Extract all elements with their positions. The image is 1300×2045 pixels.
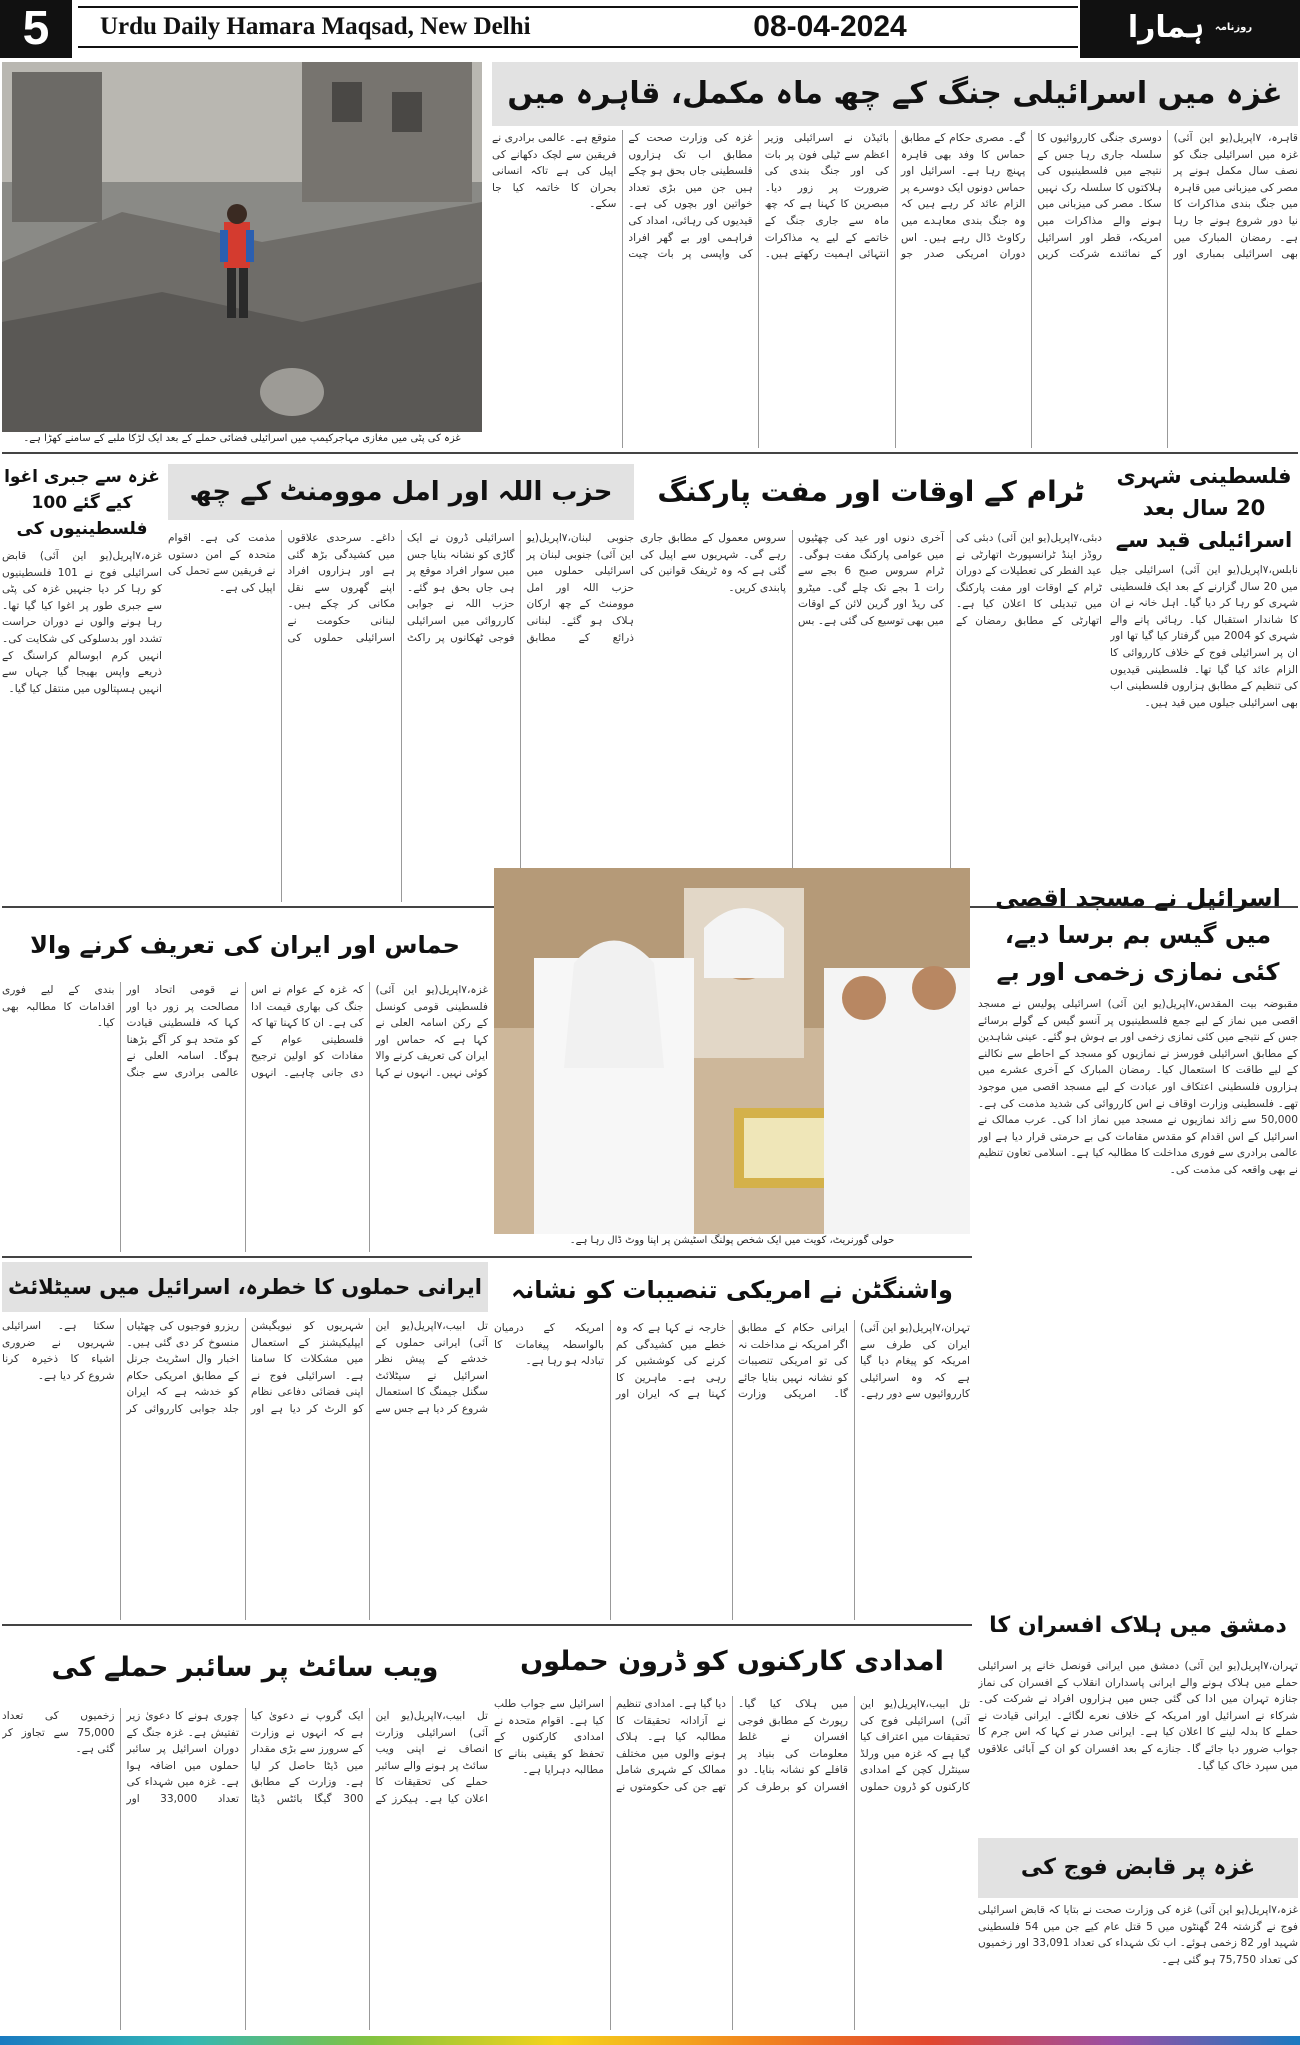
gaza-cairo-headline: غزہ میں اسرائیلی جنگ کے چھ ماہ مکمل، قاہرہ میں: [492, 62, 1298, 126]
paper-line: Urdu Daily Hamara Maqsad, New Delhi: [100, 13, 531, 40]
palestinian-20-headline: فلسطینی شہری 20 سال بعد اسرائیلی قید سے: [1115, 464, 1293, 552]
washington-headline: واشنگٹن نے امریکی تنصیبات کو نشانہ: [511, 1276, 953, 1304]
gaza-photo-caption: غزہ کی پٹی میں مغازی مہاجرکیمپ میں اسرائیلی فضائی حملے کے بعد ایک لڑکا ملبے کے سامنے کھڑا ہے۔: [23, 433, 461, 444]
logo-tag: روزنامہ: [1214, 22, 1253, 33]
cyber-attack-body: تل ابیب،۷اپریل(یو این آئی) اسرائیلی وزارت انصاف نے اپنی ویب سائٹ پر ہونے والے سائبر حملے کی تحقیقات کا اعلان کیا ہے۔ ہیکرز کے ایک گروپ نے دعویٰ کیا ہے کہ انہوں نے وزارت کے سرورز سے بڑی مقدار میں ڈیٹا حاصل کر لیا ہے۔ وزارت کے مطابق 300 گیگا بائٹس ڈیٹا چوری ہونے کا دعویٰ زیر تفتیش ہے۔ غزہ جنگ کے دوران اسرائیل پر سائبر حملوں میں اضافہ ہوا ہے۔ غزہ میں شہداء کی تعداد 33,000 اور زخمیوں کی تعداد 75,000 سے تجاوز کر گئی ہے۔: [2, 1710, 488, 1805]
divider: [2, 1624, 972, 1626]
satellite-jamming-body: تل ابیب،۷اپریل(یو این آئی) ایرانی حملوں کے خدشے کے پیش نظر اسرائیل نے سیٹلائٹ سگنل جیمنگ کا استعمال شروع کر دیا ہے جس سے شہریوں کو نیویگیشن ایپلیکیشنز کے استعمال میں مشکلات کا سامنا ہے۔ اسرائیلی فوج نے اپنی فضائی دفاعی نظام کو الرٹ کر دیا ہے اور ریزرو فوجیوں کی چھٹیاں منسوخ کر دی گئی ہیں۔ اخبار وال اسٹریٹ جرنل کے مطابق امریکی حکام کو خدشہ ہے کہ ایران جلد جوابی کارروائی کر سکتا ہے۔ اسرائیلی شہریوں نے ضروری اشیاء کا ذخیرہ کرنا شروع کر دیا ہے۔: [2, 1320, 488, 1415]
divider: [2, 1256, 972, 1258]
page-number: 5: [0, 0, 72, 58]
issue-date: 08-04-2024: [753, 10, 907, 43]
palestinian-20-body: نابلس،۷اپریل(یو این آئی) اسرائیلی جیل میں 20 سال گزارنے کے بعد ایک فلسطینی شہری کو رہا کر دیا گیا۔ اہل خانہ نے ان کا شاندار استقبال کیا۔ رہائی پانے والے شہری کو 2004 میں گرفتار کیا گیا تھا اور ان پر اسرائیلی فوج کے خلاف کارروائی کا الزام عائد کیا گیا تھا۔ فلسطینی قیدیوں کی تنظیم کے مطابق ہزاروں فلسطینی اب بھی اسرائیلی جیلوں میں قید ہیں۔: [1110, 564, 1298, 709]
hamas-iran-headline: حماس اور ایران کی تعریف کرنے والا: [30, 931, 460, 959]
abductions-body: غزہ،۷اپریل(یو این آئی) قابض اسرائیلی فوج نے 101 فلسطینیوں کو رہا کر دیا جنہیں غزہ کی پٹی سے جبری طور پر اغوا کیا گیا تھا۔ رہا ہونے والوں نے دوران حراست تشدد اور بدسلوکی کی شکایت کی۔ انہیں کرم ابوسالم کراسنگ کے ذریعے واپس بھیجا گیا جہاں سے انہیں ہسپتالوں میں منتقل کیا گیا۔: [2, 550, 162, 695]
gaza-cairo-body: قاہرہ، ۷اپریل(یو این آئی) غزہ میں اسرائیلی جنگ کو نصف سال مکمل ہونے پر مصر کی میزبانی میں قاہرہ میں جنگ بندی مذاکرات کا نیا دور شروع ہونے جا رہا ہے۔ رمضان المبارک میں بھی اسرائیلی بمباری اور دوسری جنگی کارروائیوں کا سلسلہ جاری رہا جس کے نتیجے میں فلسطینیوں کی ہلاکتوں کا سلسلہ رک نہیں سکا۔ مصر کی میزبانی میں ہونے والے مذاکرات میں امریکہ، قطر اور اسرائیل کے نمائندے شرکت کریں گے۔ مصری حکام کے مطابق حماس کا وفد بھی قاہرہ پہنچ رہا ہے۔ اسرائیل اور حماس دونوں ایک دوسرے پر الزام عائد کر رہے ہیں کہ وہ جنگ بندی معاہدے میں رکاوٹ ڈال رہے ہیں۔ اس دوران امریکی صدر جو بائیڈن نے اسرائیلی وزیر اعظم سے ٹیلی فون پر بات کی اور جنگ بندی کی ضرورت پر زور دیا۔ مبصرین کا کہنا ہے کہ چھ ماہ سے جاری جنگ کے خاتمے کے لیے یہ مذاکرات انتہائی اہمیت رکھتے ہیں۔ غزہ کی وزارت صحت کے مطابق اب تک ہزاروں فلسطینی جاں بحق ہو چکے ہیں جن میں بڑی تعداد خواتین اور بچوں کی ہے۔ قیدیوں کی رہائی، امداد کی فراہمی اور بے گھر افراد کی واپسی پر بات چیت متوقع ہے۔ عالمی برادری نے فریقین سے لچک دکھانے کی اپیل کی ہے تاکہ انسانی بحران کا خاتمہ کیا جا سکے۔: [492, 132, 1298, 261]
tram-body: دبئی،۷اپریل(یو این آئی) دبئی کی روڈز اینڈ ٹرانسپورٹ اتھارٹی نے عید الفطر کی تعطیلات کے دوران ٹرام کے اوقات اور مفت پارکنگ میں تبدیلی کا اعلان کیا ہے۔ اتھارٹی کے مطابق رمضان کے آخری دنوں اور عید کی چھٹیوں میں عوامی پارکنگ مفت ہوگی۔ ٹرام سروس صبح 6 بجے سے رات 1 بجے تک چلے گی۔ میٹرو کی ریڈ اور گرین لائن کے اوقات میں بھی توسیع کی گئی ہے۔ بس سروس معمول کے مطابق جاری رہے گی۔ شہریوں سے اپیل کی گئی ہے کہ وہ ٹریفک قوانین کی پابندی کریں۔: [640, 532, 1102, 627]
satellite-jamming-headline: ایرانی حملوں کا خطرہ، اسرائیل میں سیٹلائٹ: [2, 1262, 488, 1312]
hezbollah-headline: حزب اللہ اور امل موومنٹ کے چھ: [168, 464, 634, 520]
gaza-rubble-photo: [2, 62, 482, 432]
hezbollah-body: جنوبی لبنان،۷اپریل(یو این آئی) جنوبی لبنان پر اسرائیلی حملوں میں حزب اللہ اور امل موومنٹ کے چھ ارکان ہلاک ہو گئے۔ لبنانی ذرائع کے مطابق اسرائیلی ڈرون نے ایک گاڑی کو نشانہ بنایا جس میں سوار افراد موقع پر ہی جاں بحق ہو گئے۔ حزب اللہ نے جوابی کارروائی میں اسرائیلی فوجی ٹھکانوں پر راکٹ داغے۔ سرحدی علاقوں میں کشیدگی بڑھ گئی ہے اور ہزاروں افراد اپنے گھروں سے نقل مکانی کر چکے ہیں۔ لبنانی حکومت نے اسرائیلی حملوں کی مذمت کی ہے۔ اقوام متحدہ کے امن دستوں نے فریقین سے تحمل کی اپیل کی ہے۔: [168, 532, 634, 644]
kuwait-voting-photo: [494, 868, 970, 1234]
damascus-funeral-headline: دمشق میں ہلاک افسران کا: [989, 1613, 1287, 1638]
gaza-5-killed-body: غزہ،۷اپریل(یو این آئی) غزہ کی وزارت صحت نے بتایا کہ قابض اسرائیلی فوج نے گزشتہ 24 گھنٹوں میں 5 قتل عام کیے جن میں 54 فلسطینی شہید اور 82 زخمی ہوئے۔ اب تک شہداء کی تعداد 33,091 اور زخمیوں کی تعداد 75,750 ہو گئی ہے۔: [978, 1904, 1298, 1966]
gaza-5-killed-headline: غزہ پر قابض فوج کی: [978, 1838, 1298, 1898]
logo-text: ہمارا: [1127, 10, 1205, 45]
hamas-iran-body: غزہ،۷اپریل(یو این آئی) فلسطینی قومی کونسل کے رکن اسامہ العلی نے کہا ہے کہ حماس اور ایران کی تعریف کرنے والا کوئی نہیں۔ انہوں نے کہا کہ غزہ کے عوام نے اس جنگ کی بھاری قیمت ادا کی ہے۔ ان کا کہنا تھا کہ فلسطینی عوام کے مفادات کو اولین ترجیح دی جانی چاہیے۔ انہوں نے قومی اتحاد اور مصالحت پر زور دیا اور کہا کہ فلسطینی قیادت کو متحد ہو کر آگے بڑھنا ہوگا۔ اسامہ العلی نے عالمی برادری سے جنگ بندی کے لیے فوری اقدامات کا مطالبہ بھی کیا۔: [2, 984, 488, 1079]
aqsa-gas-headline: اسرائیل نے مسجد اقصی میں گیس بم برسا دیے، کئی نمازی زخمی اور بے: [995, 884, 1281, 986]
divider: [2, 452, 1298, 454]
aid-workers-headline: امدادی کارکنوں کو ڈرون حملوں: [520, 1646, 944, 1677]
aid-workers-body: تل ابیب،۷اپریل(یو این آئی) اسرائیلی فوج کی تحقیقات میں اعتراف کیا گیا ہے کہ غزہ میں ورلڈ سینٹرل کچن کے امدادی کارکنوں کو ڈرون حملوں میں ہلاک کیا گیا۔ رپورٹ کے مطابق فوجی افسران نے غلط معلومات کی بنیاد پر قافلے کو نشانہ بنایا۔ دو افسران کو برطرف کر دیا گیا ہے۔ امدادی تنظیم نے آزادانہ تحقیقات کا مطالبہ کیا ہے۔ ہلاک ہونے والوں میں مختلف ممالک کے شہری شامل تھے جن کی حکومتوں نے اسرائیل سے جواب طلب کیا ہے۔ اقوام متحدہ نے امدادی کارکنوں کے تحفظ کو یقینی بنانے کا مطالبہ دہرایا ہے۔: [494, 1698, 970, 1793]
abductions-headline: غزہ سے جبری اغوا کیے گئے 100 فلسطینیوں کی: [4, 467, 160, 539]
tram-headline: ٹرام کے اوقات اور مفت پارکنگ: [657, 475, 1085, 508]
color-footer-strip: [0, 2036, 1300, 2045]
newspaper-logo: [1080, 0, 1300, 58]
washington-body: تہران،۷اپریل(یو این آئی) ایران کی طرف سے امریکہ کو پیغام دیا گیا ہے کہ وہ اسرائیلی کارروائیوں سے دور رہے۔ ایرانی حکام کے مطابق اگر امریکہ نے مداخلت نہ کی تو امریکی تنصیبات کو نشانہ نہیں بنایا جائے گا۔ امریکی وزارت خارجہ نے کہا ہے کہ وہ خطے میں کشیدگی کم کرنے کی کوششیں کر رہی ہے۔ ماہرین کا کہنا ہے کہ ایران اور امریکہ کے درمیان بالواسطہ پیغامات کا تبادلہ ہو رہا ہے۔: [494, 1322, 970, 1401]
damascus-funeral-body: تہران،۷اپریل(یو این آئی) دمشق میں ایرانی قونصل خانے پر اسرائیلی حملے میں ہلاک ہونے والے ایرانی پاسداران انقلاب کے افسران کی نماز جنازہ تہران میں ادا کی گئی جس میں ہزاروں افراد نے شرکت کی۔ شرکاء نے اسرائیل اور امریکہ کے خلاف نعرے لگائے۔ ایرانی قیادت نے حملے کا بدلہ لینے کا اعلان کیا ہے۔ ایرانی صدر نے کہا کہ اس جرم کا جواب ضرور دیا جائے گا۔ جنازے کے بعد افسران کو ان کے آبائی علاقوں میں سپرد خاک کیا گیا۔: [978, 1660, 1298, 1772]
aqsa-gas-body: مقبوضہ بیت المقدس،۷اپریل(یو این آئی) اسرائیلی پولیس نے مسجد اقصی میں نماز کے لیے جمع فلسطینیوں پر آنسو گیس کے گولے برسائے جس کے نتیجے میں کئی نمازی زخمی اور بے ہوش ہو گئے۔ عینی شاہدین کے مطابق اسرائیلی فورسز نے نمازیوں کو مسجد کے احاطے سے نکالنے کے لیے طاقت کا استعمال کیا۔ رمضان المبارک کے آخری عشرے میں ہزاروں فلسطینی اعتکاف اور عبادت کے لیے مسجد اقصی میں موجود تھے۔ فلسطینی وزارت اوقاف نے اس کارروائی کی شدید مذمت کی ہے۔ 50,000 سے زائد نمازیوں نے مسجد میں نماز ادا کی۔ عرب ممالک نے اسرائیل کے اس اقدام کو مقدس مقامات کی بے حرمتی قرار دیا ہے اور عالمی برادری سے فوری مداخلت کا مطالبہ کیا ہے۔ اسلامی تعاون تنظیم نے بھی واقعہ کی مذمت کی۔: [978, 998, 1298, 1176]
kuwait-photo-caption: حولی گورنریٹ، کویت میں ایک شخص پولنگ اسٹیشن پر اپنا ووٹ ڈال رہا ہے۔: [569, 1235, 895, 1246]
cyber-attack-headline: ویب سائٹ پر سائبر حملے کی: [51, 1652, 439, 1683]
